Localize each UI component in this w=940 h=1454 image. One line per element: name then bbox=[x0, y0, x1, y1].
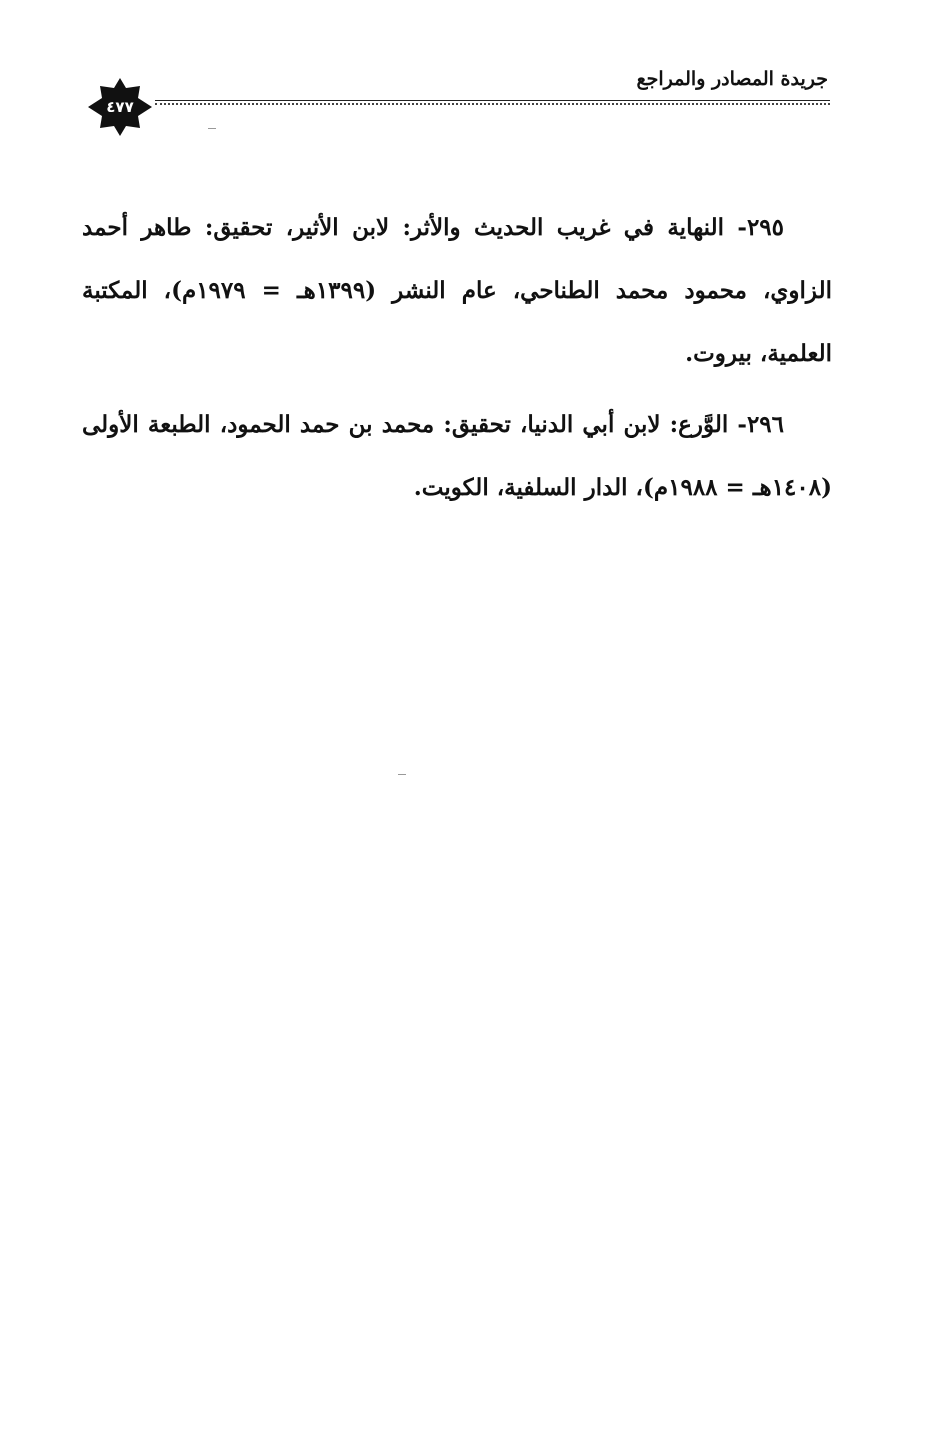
page-number-badge bbox=[88, 78, 152, 136]
scan-speck bbox=[208, 128, 216, 129]
running-header-title: جريدة المصادر والمراجع bbox=[636, 68, 828, 90]
bibliography-list bbox=[82, 196, 832, 527]
scan-speck bbox=[398, 774, 406, 775]
bibliography-entry-296: ٢٩٦- الوَّرع: لابن أبي الدنيا، تحقيق: محمد بن حمد الحمود، الطبعة الأولى (١٤٠٨هـ = ١٩٨٨م)، الدار السلفية، الكويت. bbox=[82, 411, 832, 501]
bibliography-entry-295: ٢٩٥- النهاية في غريب الحديث والأثر: لابن الأثير، تحقيق: طاهر أحمد الزاوي، محمود محمد الطناحي، عام النشر (١٣٩٩هـ = ١٩٧٩م)، المكتبة العلمية، بيروت. bbox=[82, 214, 832, 367]
page-number: ٤٧٧ bbox=[106, 98, 134, 116]
header-divider bbox=[155, 100, 830, 105]
